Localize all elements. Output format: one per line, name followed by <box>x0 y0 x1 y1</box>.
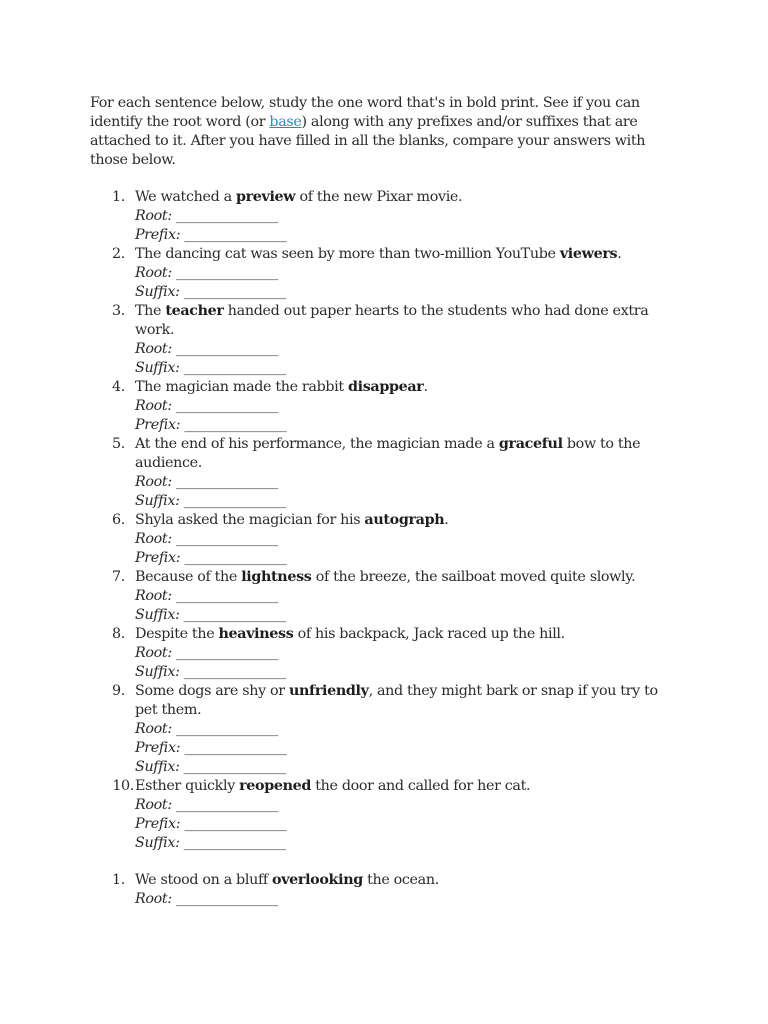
item-number: 4. <box>112 379 125 395</box>
root-blank[interactable]: Root: _______________ <box>135 891 278 907</box>
bold-word: overlooking <box>272 872 363 888</box>
exercise-item <box>90 777 680 853</box>
item-sentence <box>135 682 680 720</box>
exercise-item <box>90 682 680 777</box>
bold-word: reopened <box>239 778 312 794</box>
item-sentence <box>135 568 680 587</box>
sentence-text: Because of the <box>135 569 242 585</box>
bold-word: heaviness <box>218 626 294 642</box>
sentence-text: the door and called for her cat. <box>311 778 531 794</box>
exercise-list-2 <box>90 871 680 909</box>
item-number: 3. <box>112 303 125 319</box>
sentence-text: Some dogs are shy or <box>135 683 289 699</box>
root-blank[interactable]: Root: _______________ <box>135 341 278 357</box>
sentence-text: of the breeze, the sailboat moved quite slowly. <box>311 569 636 585</box>
suffix-blank[interactable]: Suffix: _______________ <box>135 493 286 509</box>
sentence-text: bow to the audience. <box>135 436 641 471</box>
root-blank[interactable]: Root: _______________ <box>135 531 278 547</box>
suffix-blank[interactable]: Suffix: _______________ <box>135 835 286 851</box>
sentence-text: The <box>135 303 166 319</box>
prefix-blank[interactable]: Prefix: _______________ <box>135 740 287 756</box>
worksheet-page <box>90 94 680 909</box>
prefix-blank[interactable]: Prefix: _______________ <box>135 816 287 832</box>
bold-word: lightness <box>241 569 312 585</box>
item-number: 1. <box>112 189 125 205</box>
exercise-item <box>90 378 680 435</box>
root-blank[interactable]: Root: _______________ <box>135 265 278 281</box>
sentence-text: . <box>444 512 449 528</box>
exercise-item <box>90 625 680 682</box>
item-sentence <box>135 435 680 473</box>
sentence-text: the ocean. <box>362 872 439 888</box>
bold-word: preview <box>235 189 296 205</box>
instructions-paragraph <box>90 94 680 170</box>
item-number: 8. <box>112 626 125 642</box>
root-blank[interactable]: Root: _______________ <box>135 208 278 224</box>
sentence-text: Despite the <box>135 626 219 642</box>
prefix-blank[interactable]: Prefix: _______________ <box>135 227 287 243</box>
base-link[interactable]: base <box>269 114 302 130</box>
exercise-list <box>90 188 680 853</box>
sentence-text: Shyla asked the magician for his <box>135 512 365 528</box>
sentence-text: handed out paper hearts to the students who had done extra work. <box>135 303 649 338</box>
root-blank[interactable]: Root: _______________ <box>135 645 278 661</box>
root-blank[interactable]: Root: _______________ <box>135 797 278 813</box>
item-number: 1. <box>112 872 125 888</box>
item-sentence <box>135 302 680 340</box>
prefix-blank[interactable]: Prefix: _______________ <box>135 550 287 566</box>
bold-word: viewers <box>559 246 618 262</box>
sentence-text: of the new Pixar movie. <box>295 189 463 205</box>
exercise-item <box>90 568 680 625</box>
sentence-text: of his backpack, Jack raced up the hill. <box>293 626 565 642</box>
instructions-text-after: ) along with any prefixes and/or suffixes that are attached to it. After you have filled in all the blanks, compare your answers with those below. <box>90 114 646 168</box>
sentence-text: At the end of his performance, the magician made a <box>135 436 499 452</box>
item-sentence <box>135 378 680 397</box>
item-sentence <box>135 625 680 644</box>
prefix-blank[interactable]: Prefix: _______________ <box>135 417 287 433</box>
item-number: 5. <box>112 436 125 452</box>
item-sentence <box>135 871 680 890</box>
bold-word: teacher <box>165 303 224 319</box>
sentence-text: Esther quickly <box>135 778 240 794</box>
exercise-item <box>90 188 680 245</box>
suffix-blank[interactable]: Suffix: _______________ <box>135 360 286 376</box>
sentence-text: . <box>617 246 622 262</box>
bold-word: disappear <box>347 379 424 395</box>
root-blank[interactable]: Root: _______________ <box>135 588 278 604</box>
sentence-text: The dancing cat was seen by more than two-million YouTube <box>135 246 560 262</box>
item-number: 9. <box>112 683 125 699</box>
item-number: 6. <box>112 512 125 528</box>
root-blank[interactable]: Root: _______________ <box>135 721 278 737</box>
suffix-blank[interactable]: Suffix: _______________ <box>135 664 286 680</box>
item-number: 7. <box>112 569 125 585</box>
exercise-item <box>90 302 680 378</box>
exercise-item <box>90 511 680 568</box>
sentence-text: The magician made the rabbit <box>135 379 348 395</box>
item-sentence <box>135 188 680 207</box>
bold-word: graceful <box>498 436 563 452</box>
exercise-item <box>90 245 680 302</box>
root-blank[interactable]: Root: _______________ <box>135 474 278 490</box>
item-number: 2. <box>112 246 125 262</box>
sentence-text: . <box>423 379 428 395</box>
instructions-text-before: For each sentence below, study the one word that's in bold print. See if you can identify the root word (or <box>90 95 640 130</box>
item-sentence <box>135 511 680 530</box>
exercise-item <box>90 435 680 511</box>
bold-word: autograph <box>364 512 445 528</box>
suffix-blank[interactable]: Suffix: _______________ <box>135 759 286 775</box>
item-sentence <box>135 777 680 796</box>
root-blank[interactable]: Root: _______________ <box>135 398 278 414</box>
sentence-text: We watched a <box>135 189 236 205</box>
suffix-blank[interactable]: Suffix: _______________ <box>135 607 286 623</box>
sentence-text: We stood on a bluff <box>135 872 273 888</box>
bold-word: unfriendly <box>288 683 369 699</box>
sentence-text: , and they might bark or snap if you try to pet them. <box>135 683 658 718</box>
item-number: 10. <box>112 778 134 794</box>
exercise-item <box>90 871 680 909</box>
item-sentence <box>135 245 680 264</box>
suffix-blank[interactable]: Suffix: _______________ <box>135 284 286 300</box>
